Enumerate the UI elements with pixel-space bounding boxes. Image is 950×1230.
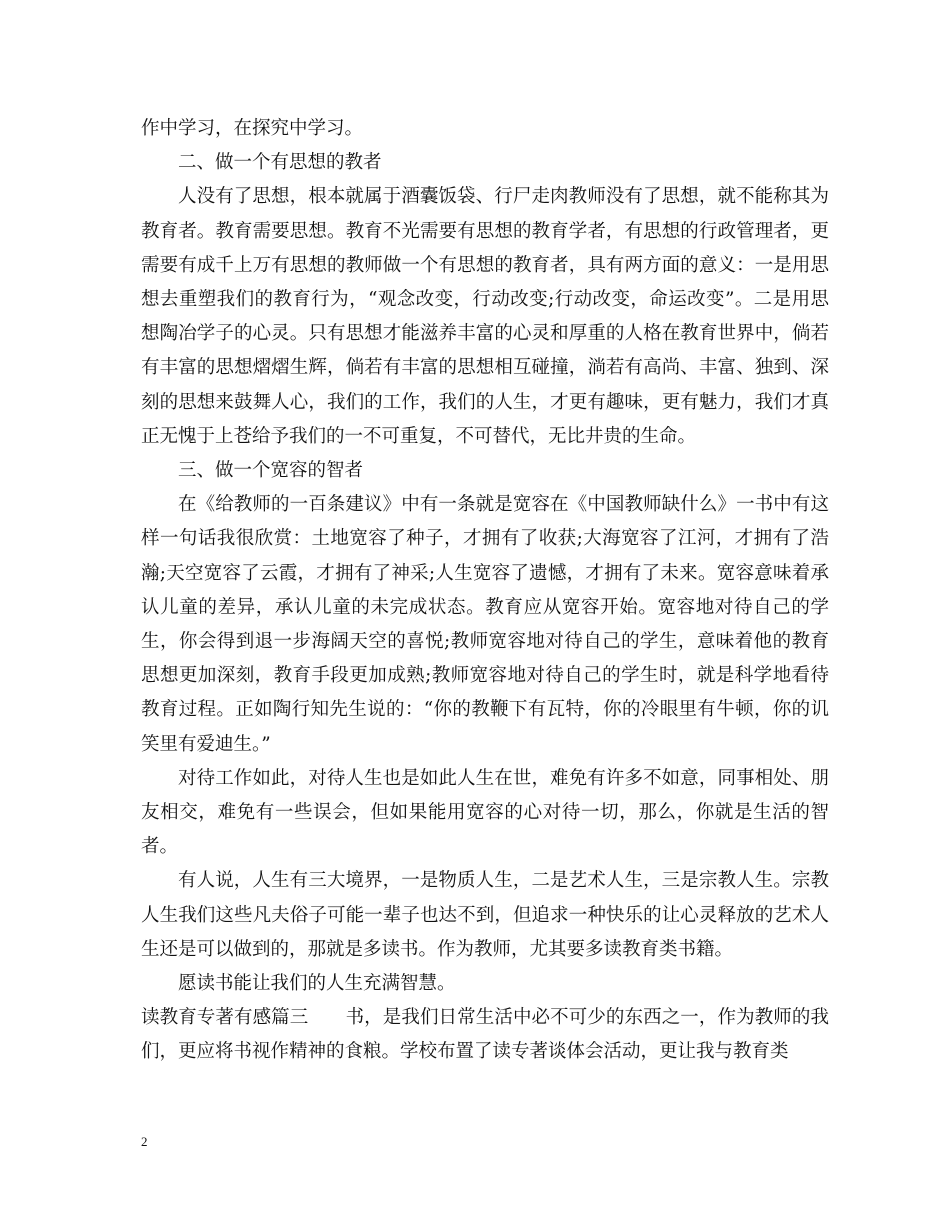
paragraph-2: 人没有了思想，根本就属于酒囊饭袋、行尸走肉教师没有了思想，就不能称其为教育者。教育需要思想。教育不光需要有思想的教育学者，有思想的行政管理者，更需要有成千上万有思想的教师做一个有思想的教育者，具有两方面的意义：一是用思想去重塑我们的教育行为，“观念改变，行动改变;行动改变，命运改变”。二是用思想陶冶学子的心灵。只有思想才能滋养丰富的心灵和厚重的人格在教育世界中，倘若有丰富的思想熠熠生辉，倘若有丰富的思想相互碰撞，淌若有高尚、丰富、独到、深刻的思想来鼓舞人心，我们的工作，我们的人生，才更有趣味，更有魅力，我们才真正无愧于上苍给予我们的一不可重复，不可替代，无比井贵的生命。 xyxy=(141,186,829,447)
section-heading-3: 三、做一个宽容的智者 xyxy=(178,460,364,482)
paragraph-4: 对待工作如此，对待人生也是如此人生在世，难免有许多不如意，同事相处、朋友相交，难免有一些误会，但如果能用宽容的心对待一切，那么，你就是生活的智者。 xyxy=(141,767,829,858)
section-heading-2: 二、做一个有思想的教者 xyxy=(178,152,382,174)
paragraph-5: 有人说，人生有三大境界，一是物质人生，二是艺术人生，三是宗教人生。宗教人生我们这些凡夫俗子可能一辈子也达不到，但追求一种快乐的让心灵释放的艺术人生还是可以做到的，那就是多读书。作为教师，尤其要多读教育类书籍。 xyxy=(141,870,829,960)
paragraph-6: 愿读书能让我们的人生充满智慧。 xyxy=(178,973,456,995)
document-body xyxy=(141,112,829,1070)
paragraph-3: 在《给教师的一百条建议》中有一条就是宽容在《中国教师缺什么》一书中有这样一句话我很欣赏：土地宽容了种子，才拥有了收获;大海宽容了江河，才拥有了浩瀚;天空宽容了云霞，才拥有了神采;人生宽容了遗憾，才拥有了未来。宽容意味着承认儿童的差异，承认儿童的未完成状态。教育应从宽容开始。宽容地对待自己的学生，你会得到退一步海阔天空的喜悦;教师宽容地对待自己的学生，意味着他的教育思想更加深刻，教育手段更加成熟;教师宽容地对待自己的学生时，就是科学地看待教育过程。正如陶行知先生说的：“你的教鞭下有瓦特，你的冷眼里有牛顿，你的讥笑里有爱迪生。” xyxy=(141,494,829,755)
paragraph-1: 作中学习，在探究中学习。 xyxy=(141,118,364,139)
paragraph-7: 读教育专著有感篇三 书，是我们日常生活中必不可少的东西之一，作为教师的我们，更应将书视作精神的食粮。学校布置了读专著谈体会活动，更让我与教育类 xyxy=(141,1007,829,1063)
page-number: 2 xyxy=(141,1134,148,1149)
